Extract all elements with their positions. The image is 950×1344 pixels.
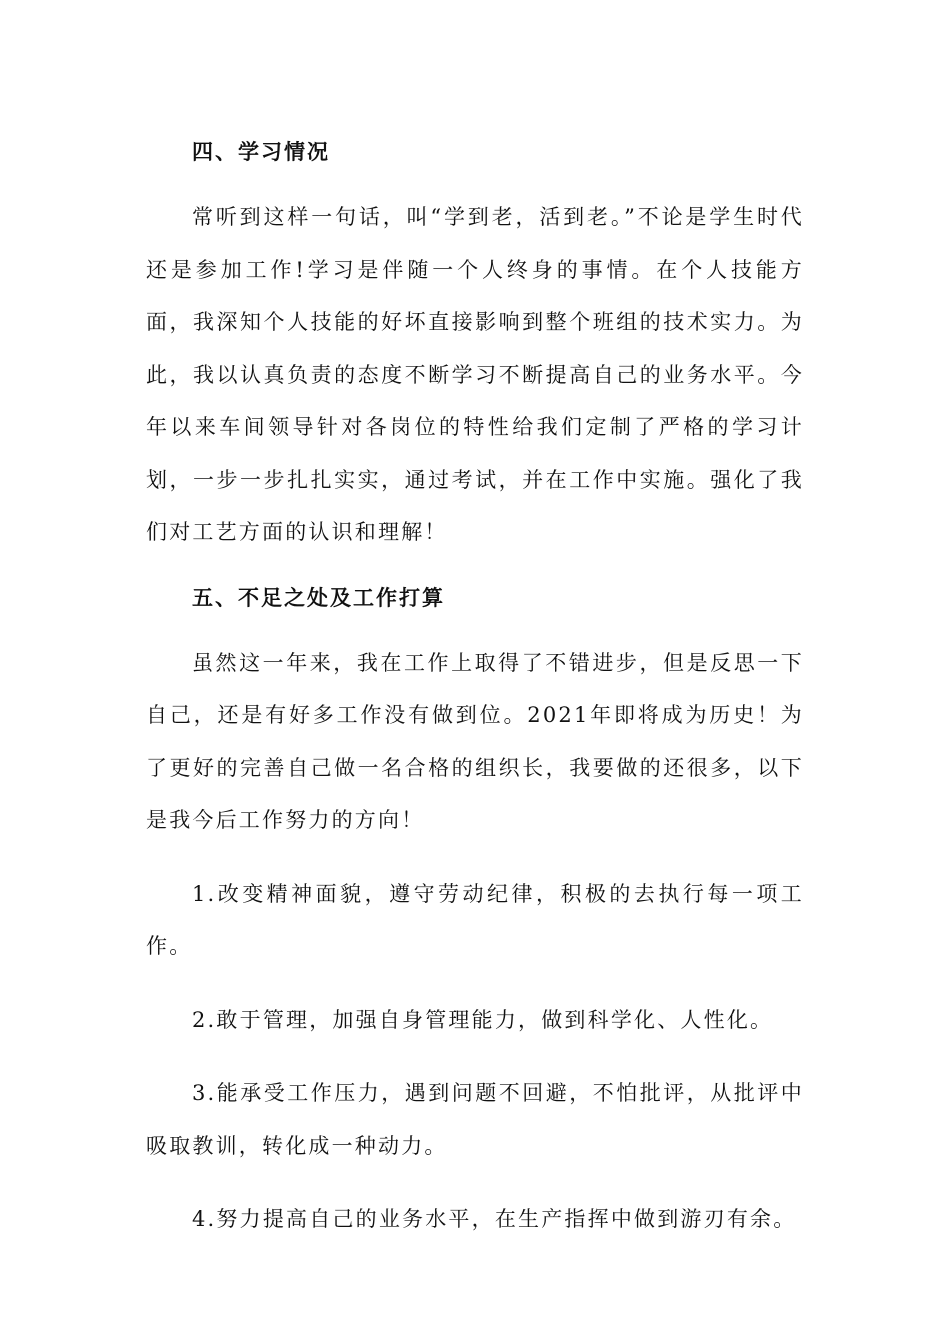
list-item-2: 2.敢于管理，加强自身管理能力，做到科学化、人性化。 <box>192 1007 774 1032</box>
section-heading-shortcomings: 五、不足之处及工作打算 <box>192 584 445 610</box>
paragraph-shortcomings: 虽然这一年来，我在工作上取得了不错进步，但是反思一下自己，还是有好多工作没有做到位。2021年即将成为历史！为了更好的完善自己做一名合格的组织长，我要做的还很多，以下是我今后工作努力的方向！ <box>146 650 804 832</box>
list-item-1: 1.改变精神面貌，遵守劳动纪律，积极的去执行每一项工作。 <box>146 881 804 958</box>
list-item-4: 4.努力提高自己的业务水平，在生产指挥中做到游刃有余。 <box>192 1207 797 1231</box>
section-heading-study: 四、学习情况 <box>192 139 330 164</box>
list-item-3: 3.能承受工作压力，遇到问题不回避，不怕批评，从批评中吸取教训，转化成一种动力。 <box>146 1081 804 1158</box>
paragraph-study: 常听到这样一句话，叫“学到老，活到老。”不论是学生时代还是参加工作!学习是伴随一个人终身的事情。在个人技能方面，我深知个人技能的好坏直接影响到整个班组的技术实力。为此，我以认真负责的态度不断学习不断提高自己的业务水平。今年以来车间领导针对各岗位的特性给我们定制了严格的学习计划，一步一步扎扎实实，通过考试，并在工作中实施。强化了我们对工艺方面的认识和理解！ <box>146 205 804 544</box>
